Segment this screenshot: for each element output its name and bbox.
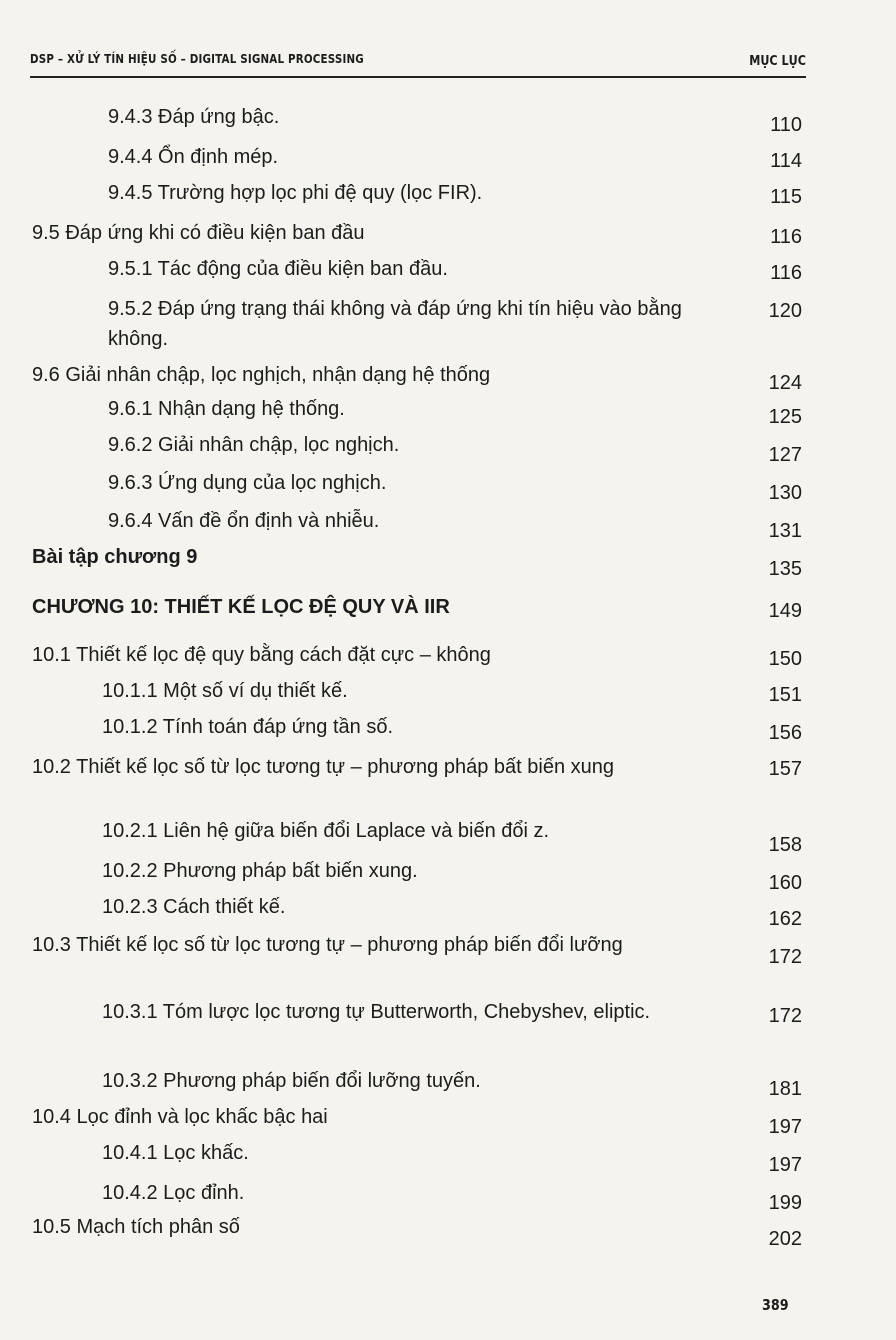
toc-entry[interactable] <box>32 642 802 668</box>
toc-entry-title: 10.2.3 Cách thiết kế. <box>102 896 286 918</box>
toc-entry[interactable] <box>108 396 802 428</box>
page-number: 389 <box>762 1296 789 1314</box>
toc-entry-page: 135 <box>768 558 802 580</box>
toc-entry-title: CHƯƠNG 10: THIẾT KẾ LỌC ĐỆ QUY VÀ IIR <box>32 596 450 618</box>
toc-entry[interactable] <box>108 432 802 466</box>
toc-entry-title: 10.1.2 Tính toán đáp ứng tần số. <box>102 716 394 738</box>
toc-entry-page: 197 <box>768 1116 802 1138</box>
toc-entry-page: 162 <box>768 908 802 930</box>
toc-entry[interactable] <box>108 470 802 504</box>
toc-entry[interactable] <box>108 294 802 354</box>
toc-entry[interactable] <box>32 930 802 968</box>
toc-entry-title: 9.5.2 Đáp ứng trạng thái không và đáp ứng khi tín hiệu vào bằng không. <box>108 298 682 350</box>
toc-entry-page: 116 <box>770 226 802 248</box>
toc-entry-page: 156 <box>768 722 802 744</box>
book-title: DSP – XỬ LÝ TÍN HIỆU SỐ – DIGITAL SIGNAL PROCESSING <box>30 52 364 66</box>
toc-entry-title: 10.4.1 Lọc khấc. <box>102 1142 249 1164</box>
toc-entry-title: 10.2.1 Liên hệ giữa biến đổi Laplace và biến đổi z. <box>102 820 550 842</box>
toc-entry-title: 9.4.5 Trường hợp lọc phi đệ quy (lọc FIR). <box>108 182 483 204</box>
toc-entry-page: 114 <box>770 150 802 172</box>
toc-entry[interactable] <box>102 998 802 1026</box>
toc-entry[interactable] <box>102 1068 802 1100</box>
toc-entry[interactable] <box>108 508 802 542</box>
toc-entry-page: 199 <box>768 1192 802 1214</box>
toc-entry[interactable] <box>32 1104 802 1138</box>
toc-entry[interactable] <box>108 256 802 282</box>
toc-entry-title: 10.3.2 Phương pháp biến đổi lưỡng tuyến. <box>102 1070 481 1092</box>
toc-entry-title: 9.4.4 Ổn định mép. <box>108 146 279 168</box>
toc-entry-title: 10.1 Thiết kế lọc đệ quy bằng cách đặt cực – không <box>32 644 491 666</box>
toc-entry-page: 110 <box>770 114 802 136</box>
toc-entry[interactable] <box>32 594 802 620</box>
toc-entry-title: 9.4.3 Đáp ứng bậc. <box>108 106 280 128</box>
toc-entry-page: 181 <box>768 1078 802 1100</box>
toc-entry[interactable] <box>32 544 802 580</box>
toc-entry[interactable] <box>108 144 802 170</box>
toc-entry[interactable] <box>108 180 802 206</box>
toc-entry[interactable] <box>32 752 802 782</box>
toc-entry[interactable] <box>102 818 802 856</box>
toc-entry-page: 124 <box>768 372 802 394</box>
toc-entry-title: 9.6.3 Ứng dụng của lọc nghịch. <box>108 472 387 494</box>
toc-entry-title: 10.3 Thiết kế lọc số từ lọc tương tự – phương pháp biến đổi lưỡng <box>32 934 623 956</box>
toc-entry-page: 157 <box>768 758 802 780</box>
toc-entry-title: 9.5.1 Tác động của điều kiện ban đầu. <box>108 258 448 280</box>
toc-entry-title: 10.2.2 Phương pháp bất biến xung. <box>102 860 418 882</box>
toc-entry[interactable] <box>32 220 802 246</box>
toc-entry[interactable] <box>102 858 802 894</box>
toc-entry-title: 9.6.2 Giải nhân chập, lọc nghịch. <box>108 434 400 456</box>
toc-entry[interactable] <box>108 104 802 136</box>
toc-entry[interactable] <box>102 714 802 744</box>
toc-entry-page: 125 <box>768 406 802 428</box>
toc-entry-page: 151 <box>768 684 802 706</box>
toc-entry-title: 9.5 Đáp ứng khi có điều kiện ban đầu <box>32 222 365 244</box>
toc-entry-page: 172 <box>768 1005 802 1027</box>
running-header <box>30 48 806 78</box>
toc-entry-title: 10.1.1 Một số ví dụ thiết kế. <box>102 680 348 702</box>
toc-entry-title: 10.3.1 Tóm lược lọc tương tự Butterworth, Chebyshev, eliptic. <box>102 1001 651 1023</box>
toc-entry-page: 115 <box>770 186 802 208</box>
toc-entry[interactable] <box>102 678 802 704</box>
toc-entry[interactable] <box>102 1180 802 1214</box>
toc-entry[interactable] <box>32 1214 802 1250</box>
toc-entry[interactable] <box>102 894 802 930</box>
toc-entry-page: 149 <box>768 600 802 622</box>
section-title: MỤC LỤC <box>749 54 806 69</box>
toc-entry-page: 158 <box>768 834 802 856</box>
toc-entry-page: 116 <box>770 262 802 284</box>
toc-entry-page: 172 <box>768 946 802 968</box>
toc-entry-page: 127 <box>768 444 802 466</box>
toc-entry-title: 9.6 Giải nhân chập, lọc nghịch, nhận dạng hệ thống <box>32 364 491 386</box>
toc-entry-title: 10.2 Thiết kế lọc số từ lọc tương tự – phương pháp bất biến xung <box>32 756 614 778</box>
toc-entry-page: 160 <box>768 872 802 894</box>
toc-entry-title: 10.4 Lọc đỉnh và lọc khấc bậc hai <box>32 1106 328 1128</box>
toc-entry[interactable] <box>102 1140 802 1176</box>
toc-entry-title: 9.6.1 Nhận dạng hệ thống. <box>108 398 345 420</box>
toc-entry-title: Bài tập chương 9 <box>32 546 198 568</box>
toc-entry-title: 10.4.2 Lọc đỉnh. <box>102 1182 245 1204</box>
toc-entry-page: 150 <box>768 648 802 670</box>
toc-entry-page: 131 <box>768 520 802 542</box>
toc-entry-page: 120 <box>768 300 802 322</box>
toc-entry-page: 130 <box>768 482 802 504</box>
toc-entry-page: 197 <box>768 1154 802 1176</box>
toc-entry-title: 10.5 Mạch tích phân số <box>32 1216 240 1238</box>
toc-entry[interactable] <box>32 362 802 394</box>
toc-entry-title: 9.6.4 Vấn đề ổn định và nhiễu. <box>108 510 380 532</box>
toc-entry-page: 202 <box>768 1228 802 1250</box>
